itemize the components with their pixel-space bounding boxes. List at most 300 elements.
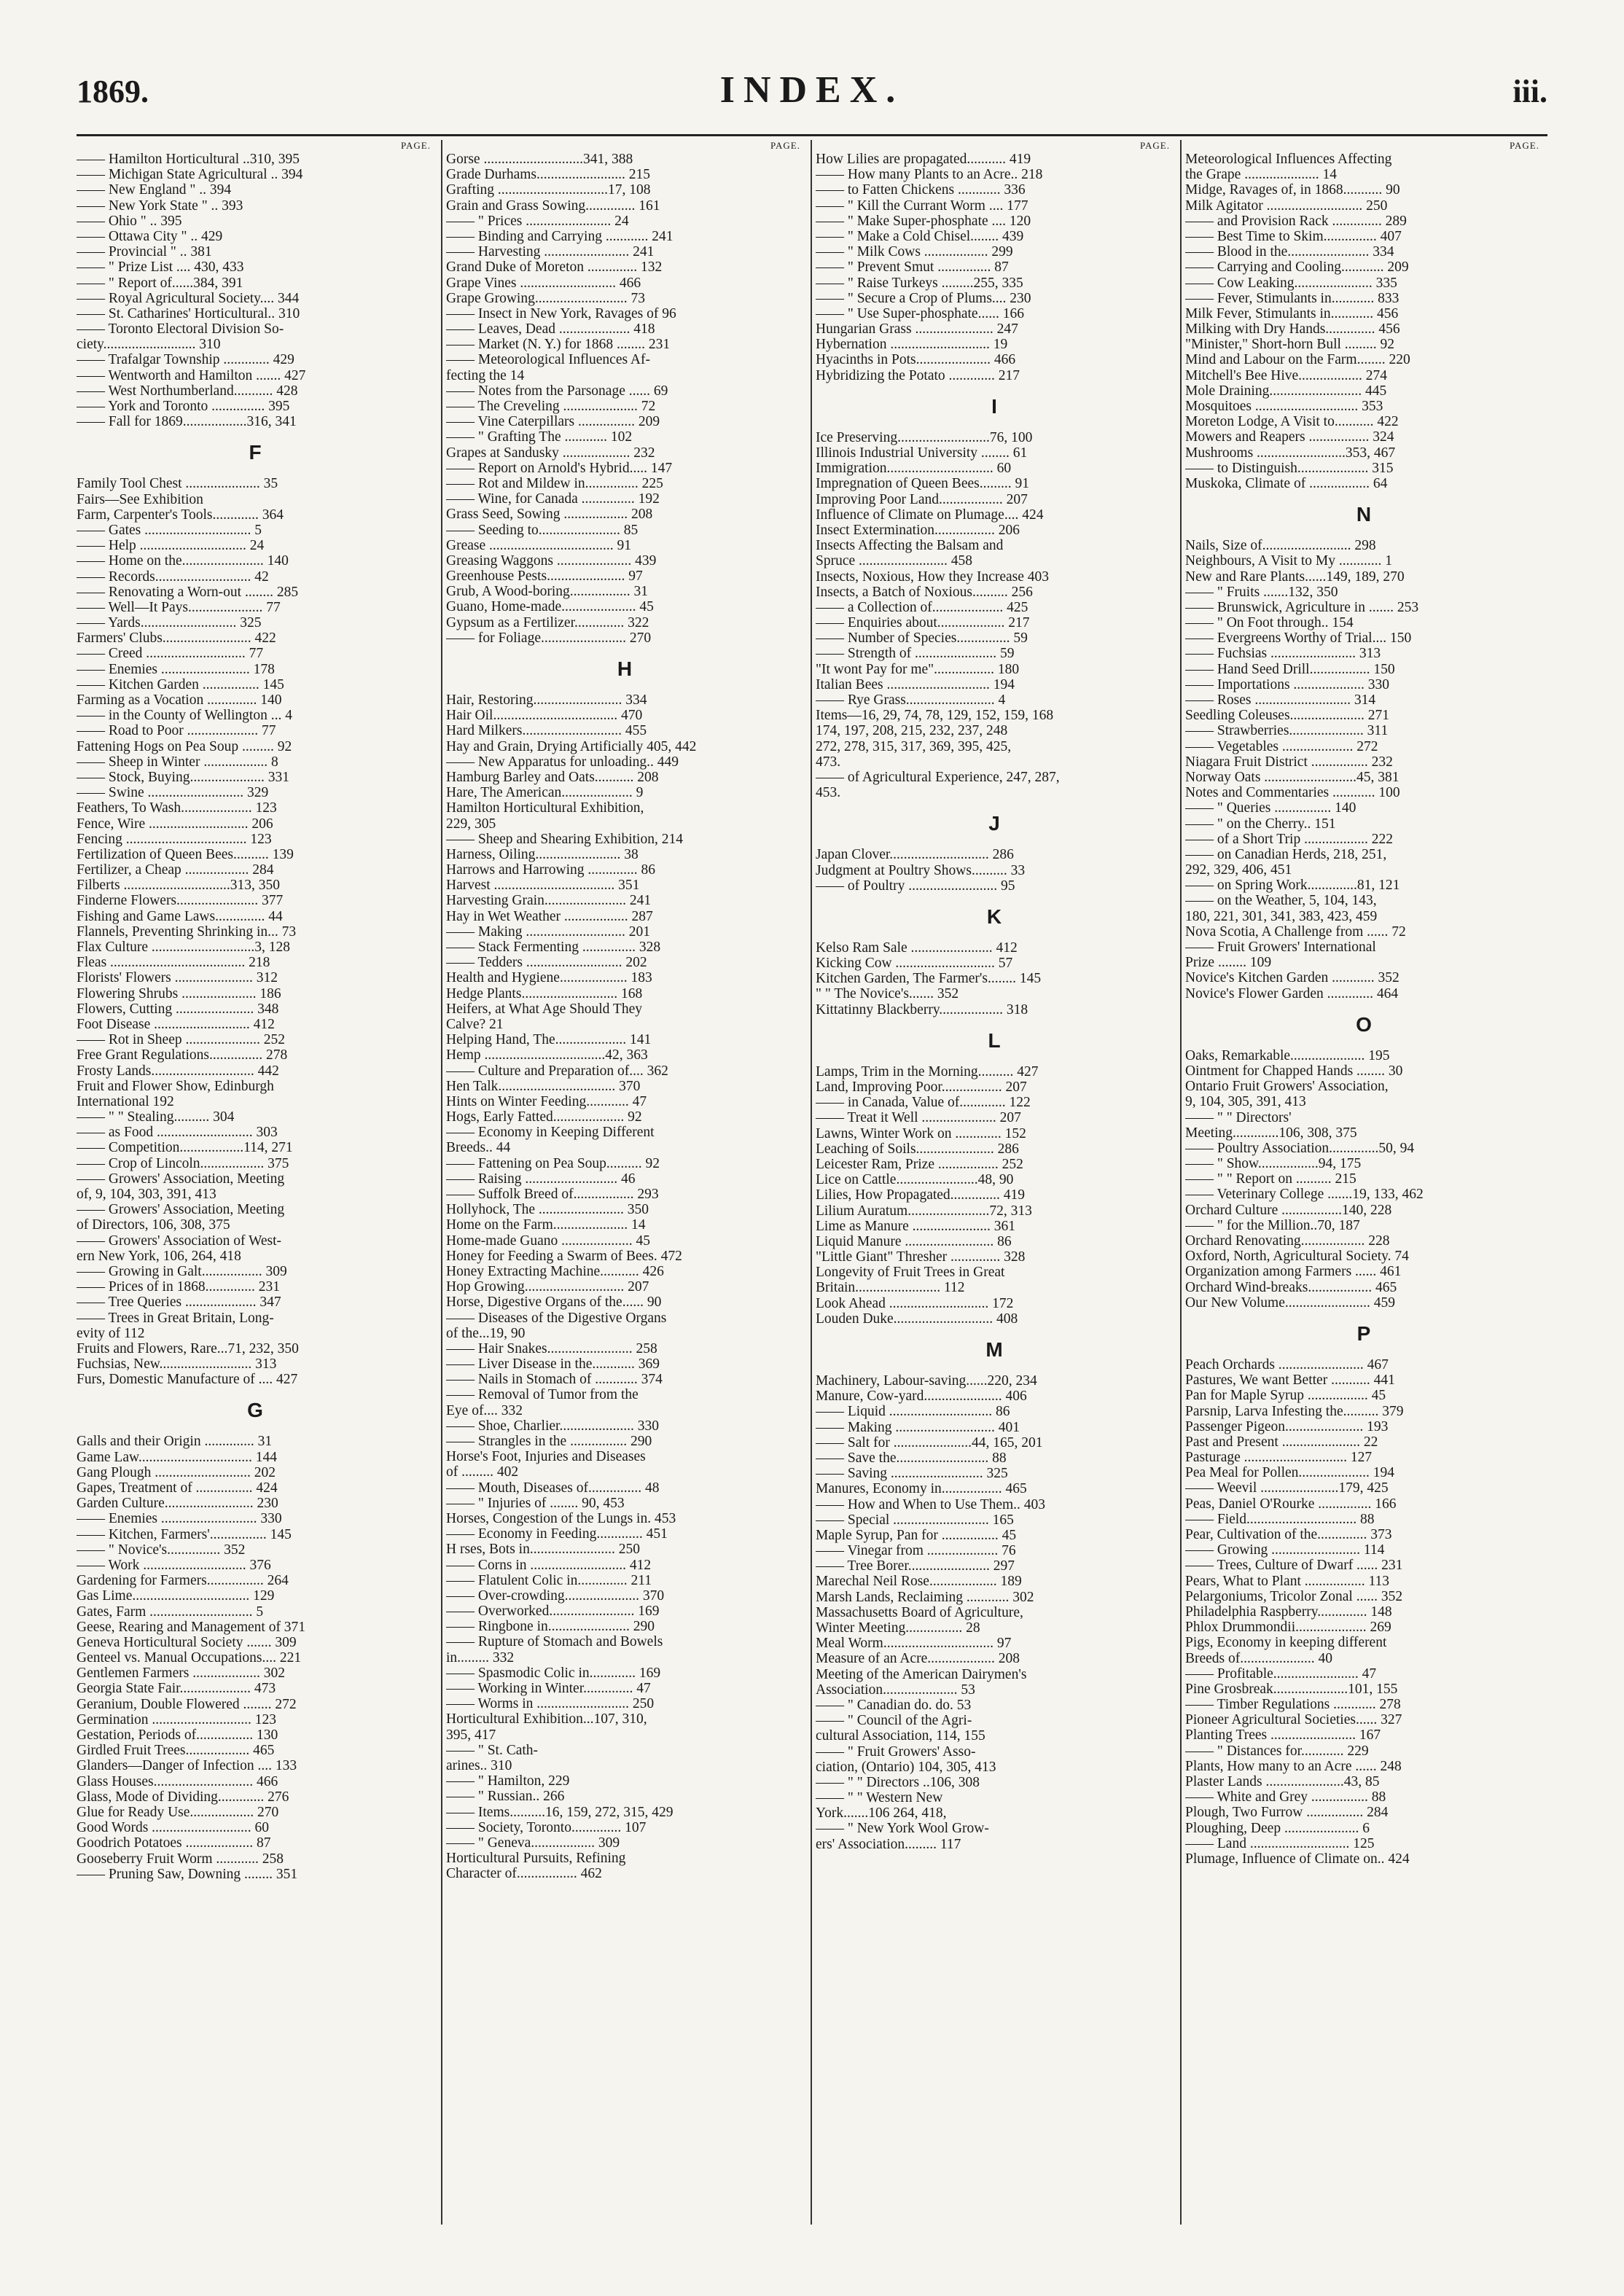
index-entry: Past and Present ...................... 22 [1185, 1434, 1378, 1450]
index-entry: Hamburg Barley and Oats........... 208 [446, 769, 659, 785]
index-entry: Calve? 21 [446, 1016, 504, 1032]
index-entry: —— " Prices ........................ 24 [446, 213, 629, 229]
index-entry: —— Economy in Keeping Different [446, 1125, 655, 1141]
index-entry: Harvesting Grain....................... 241 [446, 893, 652, 909]
index-entry: Kittatinny Blackberry.................. 318 [816, 1001, 1028, 1018]
index-entry: Mowers and Reapers ................. 324 [1185, 429, 1394, 445]
index-entry: —— Wine, for Canada ............... 192 [446, 491, 660, 507]
section-letter: I [991, 394, 997, 418]
index-entry: Greasing Waggons ..................... 439 [446, 552, 657, 569]
index-entry: Glass Houses............................ 466 [77, 1773, 278, 1789]
index-entry: —— " " Western New [816, 1790, 943, 1806]
index-entry: —— Special ........................... 165 [816, 1512, 1014, 1528]
index-entry: Lice on Cattle.......................48, 90 [816, 1172, 1014, 1188]
index-entry: —— Vinegar from .................... 76 [816, 1543, 1016, 1559]
index-entry: of Directors, 106, 308, 375 [77, 1217, 230, 1233]
index-entry: 174, 197, 208, 215, 232, 237, 248 [816, 723, 1008, 739]
index-entry: Filberts ..............................313, 350 [77, 878, 280, 894]
index-entry: Honey Extracting Machine........... 426 [446, 1263, 664, 1279]
index-entry: —— Kitchen, Farmers'................ 145 [77, 1526, 292, 1542]
index-entry: —— Strength of ....................... 59 [816, 646, 1015, 662]
index-entry: —— Rot and Mildew in............... 225 [446, 475, 663, 491]
index-entry: —— Hair Snakes........................ 258 [446, 1340, 657, 1356]
index-entry: —— " Make Super-phosphate .... 120 [816, 213, 1031, 229]
index-entry: Philadelphia Raspberry.............. 148 [1185, 1604, 1392, 1620]
index-entry: Association..................... 53 [816, 1682, 975, 1698]
index-entry: —— Sheep in Winter .................. 8 [77, 754, 278, 770]
index-entry: Fleas ...................................... 218 [77, 955, 270, 971]
index-entry: Flowering Shrubs ..................... 186 [77, 985, 281, 1001]
index-entry: —— Liver Disease in the............ 369 [446, 1356, 660, 1372]
index-entry: Liquid Manure ......................... 86 [816, 1233, 1012, 1249]
index-entry: —— Tree Borer....................... 297 [816, 1558, 1015, 1574]
index-entry: —— " Fruit Growers' Asso- [816, 1744, 976, 1760]
index-entry: —— Wentworth and Hamilton ....... 427 [77, 367, 306, 383]
index-entry: Honey for Feeding a Swarm of Bees. 472 [446, 1248, 682, 1264]
index-entry: —— Work ............................. 376 [77, 1557, 271, 1573]
index-entry: —— " Use Super-phosphate...... 166 [816, 305, 1024, 321]
index-entry: —— Home on the....................... 140 [77, 553, 289, 569]
index-entry: Lilies, How Propagated.............. 419 [816, 1187, 1026, 1203]
index-entry: ciety.......................... 310 [77, 337, 221, 353]
index-entry: —— Roses ........................... 314 [1185, 692, 1376, 708]
header-rule [77, 134, 1547, 136]
index-entry: Flowers, Cutting ...................... 348 [77, 1001, 279, 1017]
index-entry: ciation, (Ontario) 104, 305, 413 [816, 1759, 996, 1775]
index-entry: Impregnation of Queen Bees......... 91 [816, 476, 1029, 492]
index-entry: —— Trees, Culture of Dwarf ...... 231 [1185, 1558, 1403, 1574]
index-entry: Gypsum as a Fertilizer.............. 322 [446, 614, 649, 630]
index-entry: Pea Meal for Pollen.................... 194 [1185, 1465, 1395, 1481]
index-entry: —— as Food ........................... 303 [77, 1125, 278, 1141]
index-entry: Hay and Grain, Drying Artificially 405, 442 [446, 738, 697, 754]
index-entry: Lilium Auratum.......................72, 313 [816, 1203, 1032, 1219]
index-entry: Mind and Labour on the Farm........ 220 [1185, 352, 1410, 368]
section-letter: M [985, 1338, 1003, 1361]
index-entry: Our New Volume........................ 459 [1185, 1295, 1395, 1311]
index-entry: Moreton Lodge, A Visit to........... 422 [1185, 414, 1399, 430]
index-entry: Goodrich Potatoes ................... 87 [77, 1835, 271, 1851]
index-entry: Hungarian Grass ...................... 247 [816, 321, 1018, 337]
index-entry: —— Strawberries..................... 311 [1185, 723, 1389, 739]
index-entry: Plumage, Influence of Climate on.. 424 [1185, 1851, 1410, 1867]
index-entry: —— " Grafting The ............ 102 [446, 429, 633, 445]
index-entry: —— Raising .......................... 46 [446, 1171, 636, 1187]
index-entry: —— How many Plants to an Acre.. 218 [816, 167, 1043, 183]
index-entry: Kelso Ram Sale ....................... 412 [816, 940, 1018, 956]
index-entry: —— " Russian.. 266 [446, 1789, 565, 1805]
index-entry: —— Culture and Preparation of.... 362 [446, 1063, 668, 1079]
index-entry: —— in the County of Wellington ... 4 [77, 708, 292, 724]
index-entry: Grass Seed, Sowing .................. 208 [446, 507, 653, 523]
index-entry: Japan Clover............................ 286 [816, 847, 1014, 863]
index-entry: —— Brunswick, Agriculture in ....... 253 [1185, 599, 1419, 615]
index-entry: Geese, Rearing and Management of 371 [77, 1619, 306, 1635]
header-year: 1869. [77, 74, 149, 109]
index-entry: —— Tree Queries .................... 347 [77, 1295, 281, 1311]
index-entry: H rses, Bots in........................ 250 [446, 1542, 640, 1558]
index-entry: —— Rye Grass......................... 4 [816, 692, 1006, 708]
index-entry: Home on the Farm..................... 14 [446, 1217, 646, 1233]
index-entry: Marsh Lands, Reclaiming ............ 302 [816, 1589, 1034, 1605]
index-entry: Glass, Mode of Dividing............. 276 [77, 1789, 289, 1805]
index-entry: —— Best Time to Skim............... 407 [1185, 228, 1402, 244]
index-entry: —— Blood in the....................... 334 [1185, 244, 1394, 260]
index-entry: —— Growers' Association, Meeting [77, 1202, 285, 1218]
index-entry: Frosty Lands............................. 442 [77, 1063, 279, 1079]
index-entry: —— Stack Fermenting ............... 328 [446, 940, 661, 955]
index-entry: Milk Agitator ........................... 250 [1185, 198, 1388, 214]
index-entry: —— Timber Regulations ............ 278 [1185, 1697, 1401, 1713]
index-entry: Gentlemen Farmers ................... 302 [77, 1666, 285, 1682]
index-entry: Notes and Commentaries ............ 100 [1185, 785, 1400, 801]
index-entry: Furs, Domestic Manufacture of .... 427 [77, 1372, 298, 1388]
index-entry: —— " Geneva.................. 309 [446, 1835, 620, 1851]
index-entry: Lawns, Winter Work on ............. 152 [816, 1125, 1026, 1141]
index-entry: —— for Foliage........................ 270 [446, 630, 652, 646]
index-entry: Free Grant Regulations............... 278 [77, 1047, 288, 1063]
index-entry: Gates, Farm ............................. 5 [77, 1604, 264, 1620]
index-entry: Grapes at Sandusky ................... 232 [446, 445, 655, 461]
index-entry: 180, 221, 301, 341, 383, 423, 459 [1185, 908, 1378, 924]
index-entry: —— Shoe, Charlier..................... 330 [446, 1418, 659, 1434]
index-entry: —— " " Report on .......... 215 [1185, 1171, 1356, 1187]
index-entry: —— Growing in Galt................. 309 [77, 1263, 287, 1279]
index-entry: —— " Show.................94, 175 [1185, 1156, 1362, 1172]
index-entry: Fencing .................................. 123 [77, 831, 272, 847]
index-entry: Pasturage ............................. 127 [1185, 1450, 1373, 1466]
index-entry: Massachusetts Board of Agriculture, [816, 1604, 1023, 1620]
index-entry: —— " New York Wool Grow- [816, 1821, 989, 1837]
index-entry: Grain and Grass Sowing.............. 161 [446, 198, 660, 214]
index-entry: Fishing and Game Laws.............. 44 [77, 908, 283, 924]
index-entry: Meteorological Influences Affecting [1185, 152, 1392, 167]
index-entry: —— Making ............................ 401 [816, 1419, 1020, 1435]
index-entry: Foot Disease ........................... 412 [77, 1016, 275, 1032]
index-entry: —— Hand Seed Drill................. 150 [1185, 661, 1395, 677]
index-entry: Kitchen Garden, The Farmer's........ 145 [816, 971, 1042, 987]
index-entry: Insects, a Batch of Noxious.......... 256 [816, 584, 1033, 600]
index-entry: Game Law................................ 144 [77, 1449, 277, 1465]
index-entry: Breeds of..................... 40 [1185, 1650, 1333, 1666]
index-entry: Harrows and Harrowing .............. 86 [446, 862, 656, 878]
index-entry: —— Evergreens Worthy of Trial.... 150 [1185, 630, 1412, 647]
index-entry: —— Insect in New York, Ravages of 96 [446, 305, 676, 321]
page-header [77, 58, 1547, 138]
index-entry: —— Market (N. Y.) for 1868 ........ 231 [446, 337, 671, 353]
index-entry: Grand Duke of Moreton .............. 132 [446, 259, 663, 276]
index-entry: Fattening Hogs on Pea Soup ......... 92 [77, 738, 292, 754]
index-entry: —— " " Directors' [1185, 1109, 1292, 1125]
index-entry: Meeting.............106, 308, 375 [1185, 1125, 1357, 1141]
index-entry: Pan for Maple Syrup ................. 45 [1185, 1388, 1386, 1404]
index-entry: —— " Secure a Crop of Plums.... 230 [816, 290, 1031, 306]
index-entry: Gorse ............................341, 388 [446, 152, 633, 167]
index-entry: —— to Distinguish.................... 315 [1185, 460, 1394, 476]
index-entry: Niagara Fruit District ................ 232 [1185, 754, 1393, 770]
index-entry: Ointment for Chapped Hands ........ 30 [1185, 1063, 1403, 1079]
index-entry: Character of................. 462 [446, 1866, 602, 1882]
index-entry: ers' Association......... 117 [816, 1836, 961, 1852]
index-entry: Pioneer Agricultural Societies...... 327 [1185, 1712, 1402, 1728]
index-entry: Parsnip, Larva Infesting the.......... 379 [1185, 1403, 1404, 1419]
index-entry: —— Making ............................ 201 [446, 924, 651, 940]
index-entry: Ice Preserving..........................76, 100 [816, 429, 1033, 445]
index-entry: —— Hamilton Horticultural ..310, 395 [77, 152, 300, 167]
index-entry: Helping Hand, The.................... 141 [446, 1032, 652, 1048]
index-entry: Grade Durhams......................... 215 [446, 167, 650, 183]
index-entry: Grub, A Wood-boring................. 31 [446, 584, 649, 600]
index-entry: Guano, Home-made..................... 45 [446, 599, 654, 615]
index-entry: Horticultural Pursuits, Refining [446, 1851, 626, 1867]
index-entry: —— Worms in .......................... 250 [446, 1696, 655, 1712]
index-entry: Geneva Horticultural Society ....... 309 [77, 1634, 297, 1650]
index-entry: —— Flatulent Colic in.............. 211 [446, 1572, 652, 1588]
index-entry: —— Competition..................114, 271 [77, 1140, 293, 1156]
index-entry: Plants, How many to an Acre ...... 248 [1185, 1758, 1402, 1774]
index-entry: —— " Make a Cold Chisel........ 439 [816, 228, 1024, 244]
index-entry: —— " Council of the Agri- [816, 1713, 972, 1729]
index-entry: Pigs, Economy in keeping different [1185, 1635, 1387, 1651]
index-entry: Passenger Pigeon...................... 193 [1185, 1418, 1389, 1434]
index-entry: —— Rupture of Stomach and Bowels [446, 1634, 663, 1650]
index-entry: 395, 417 [446, 1727, 496, 1743]
index-entry: "It wont Pay for me"................. 180 [816, 661, 1020, 677]
index-entry: Leicester Ram, Prize ................. 252 [816, 1156, 1023, 1172]
section-letter: P [1356, 1321, 1371, 1345]
index-entry: Hay in Wet Weather .................. 287 [446, 908, 653, 924]
page-column-label: PAGE. [1509, 140, 1539, 151]
index-entry: Orchard Renovating.................. 228 [1185, 1233, 1390, 1249]
index-entry: Oaks, Remarkable..................... 195 [1185, 1047, 1390, 1063]
index-entry: —— How and When to Use Them.. 403 [816, 1496, 1046, 1512]
index-entry: —— West Northumberland........... 428 [77, 383, 298, 399]
index-entry: —— Economy in Feeding............. 451 [446, 1526, 668, 1542]
index-entry: —— Meteorological Influences Af- [446, 352, 650, 368]
index-entry: —— Over-crowding..................... 370 [446, 1588, 665, 1604]
index-entry: Farming as a Vocation .............. 140 [77, 692, 282, 708]
index-entry: Milk Fever, Stimulants in............ 456 [1185, 305, 1399, 321]
index-entry: —— Liquid ............................. 86 [816, 1404, 1010, 1420]
index-entry: —— Number of Species............... 59 [816, 630, 1028, 647]
index-entry: Hop Growing............................ 207 [446, 1279, 649, 1295]
index-entry: Hard Milkers............................ 455 [446, 723, 647, 739]
index-entry: Insects, Noxious, How they Increase 403 [816, 569, 1050, 585]
index-entry: Horticultural Exhibition...107, 310, [446, 1711, 647, 1727]
index-entry: —— Notes from the Parsonage ...... 69 [446, 383, 668, 399]
index-entry: Hedge Plants........................... 168 [446, 985, 643, 1001]
page-column-label: PAGE. [1139, 140, 1170, 151]
index-entry: Grease ................................... 91 [446, 537, 632, 553]
section-letter: O [1356, 1012, 1372, 1036]
index-entry: Pelargoniums, Tricolor Zonal ...... 352 [1185, 1588, 1403, 1604]
index-entry: Pine Grosbreak.....................101, 155 [1185, 1681, 1398, 1697]
index-entry: Fertilizer, a Cheap .................. 284 [77, 862, 274, 878]
index-entry: Grape Vines ........................... 466 [446, 275, 641, 291]
index-entry: —— Field............................... 88 [1185, 1511, 1375, 1527]
index-entry: —— Provincial " .. 381 [77, 244, 212, 260]
index-entry: Mushrooms .........................353, 467 [1185, 445, 1396, 461]
index-entry: —— " Kill the Currant Worm .... 177 [816, 198, 1028, 214]
index-entry: Fuchsias, New.......................... 313 [77, 1356, 277, 1372]
index-entry: Geranium, Double Flowered ........ 272 [77, 1696, 297, 1712]
header-page-number: iii. [1512, 74, 1547, 109]
index-entry: —— of Agricultural Experience, 247, 287, [816, 769, 1060, 785]
index-entry: —— " " Directors ..106, 308 [816, 1774, 980, 1790]
page-column-label: PAGE. [770, 140, 800, 151]
index-entry: Finderne Flowers....................... 377 [77, 893, 284, 909]
index-entry: —— Removal of Tumor from the [446, 1387, 639, 1403]
index-column-4 [1185, 140, 1542, 2239]
index-entry: Meeting of the American Dairymen's [816, 1666, 1027, 1682]
index-entry: 292, 329, 406, 451 [1185, 862, 1292, 878]
index-entry: Planting Trees ........................ 167 [1185, 1727, 1381, 1744]
index-entry: Horse's Foot, Injuries and Diseases [446, 1449, 646, 1465]
index-entry: Britain........................ 112 [816, 1280, 965, 1296]
index-entry: —— Cow Leaking...................... 335 [1185, 275, 1397, 291]
column-divider [441, 140, 442, 2225]
index-entry: —— " on the Cherry.. 151 [1185, 816, 1336, 832]
section-letter: F [249, 441, 262, 464]
index-entry: Eye of.... 332 [446, 1402, 523, 1418]
index-entry: Prize ........ 109 [1185, 955, 1272, 971]
index-entry: —— " for the Million..70, 187 [1185, 1217, 1360, 1233]
index-entry: Longevity of Fruit Trees in Great [816, 1265, 1005, 1281]
index-entry: —— Tedders ........................... 202 [446, 955, 647, 971]
index-entry: Nails, Size of......................... 298 [1185, 538, 1376, 554]
index-entry: Nova Scotia, A Challenge from ...... 72 [1185, 924, 1406, 940]
index-entry: —— Leaves, Dead .................... 418 [446, 321, 655, 337]
index-entry: Grafting ...............................17, 108 [446, 182, 651, 198]
index-entry: —— Rot in Sheep ..................... 252 [77, 1032, 285, 1048]
index-entry: —— " Hamilton, 229 [446, 1773, 570, 1789]
index-entry: Hair Oil................................... 470 [446, 708, 643, 724]
index-entry: Genteel vs. Manual Occupations.... 221 [77, 1650, 302, 1666]
index-entry: of ......... 402 [446, 1464, 519, 1480]
index-entry: —— Vegetables .................... 272 [1185, 738, 1378, 754]
index-entry: Glanders—Danger of Infection .... 133 [77, 1758, 297, 1774]
index-entry: Plaster Lands ......................43, 85 [1185, 1774, 1380, 1789]
index-entry: Home-made Guano .................... 45 [446, 1233, 650, 1249]
index-entry: —— Fruit Growers' International [1185, 940, 1376, 955]
index-entry: Hen Talk................................. 370 [446, 1078, 641, 1094]
entry-list [1185, 152, 1542, 1867]
index-entry: Plough, Two Furrow ................ 284 [1185, 1805, 1389, 1821]
index-entry: Fairs—See Exhibition [77, 491, 203, 507]
index-entry: Phlox Drummondii.................... 269 [1185, 1620, 1391, 1636]
index-entry: —— Profitable........................ 47 [1185, 1666, 1377, 1682]
index-entry: cultural Association, 114, 155 [816, 1728, 985, 1744]
entry-list [446, 152, 803, 1881]
index-entry: Neighbours, A Visit to My ............ 1 [1185, 553, 1392, 569]
index-entry: —— Gates .............................. 5 [77, 522, 262, 538]
index-entry: Maple Syrup, Pan for ................ 45 [816, 1527, 1017, 1543]
index-column-2 [446, 140, 803, 2239]
index-entry: ern New York, 106, 264, 418 [77, 1248, 241, 1264]
index-entry: 229, 305 [446, 816, 496, 832]
index-entry: Manure, Cow-yard...................... 406 [816, 1389, 1027, 1405]
index-entry: —— " Queries ................ 140 [1185, 800, 1356, 816]
index-entry: —— Importations .................... 330 [1185, 676, 1390, 692]
index-entry: Improving Poor Land.................. 207 [816, 491, 1028, 507]
index-entry: Family Tool Chest ..................... 35 [77, 476, 278, 492]
index-entry: Novice's Flower Garden ............. 464 [1185, 985, 1399, 1001]
index-entry: —— Salt for ......................44, 165, 201 [816, 1434, 1043, 1450]
index-entry: 473. [816, 754, 841, 770]
index-entry: Hair, Restoring......................... 334 [446, 692, 647, 708]
index-entry: —— Sheep and Shearing Exhibition, 214 [446, 831, 683, 847]
index-entry: —— and Provision Rack .............. 289 [1185, 213, 1407, 229]
column-divider [811, 140, 812, 2225]
index-entry: Florists' Flowers ...................... 312 [77, 970, 278, 986]
index-entry: Machinery, Labour-saving......220, 234 [816, 1373, 1037, 1389]
index-entry: —— Fuchsias ........................ 313 [1185, 646, 1381, 662]
index-entry: —— Stock, Buying..................... 331 [77, 769, 289, 785]
index-entry: —— Poultry Association..............50, 94 [1185, 1140, 1415, 1156]
section-letter: J [988, 812, 1000, 835]
index-entry: Marechal Neil Rose................... 189 [816, 1574, 1022, 1590]
index-entry: Lime as Manure ...................... 361 [816, 1218, 1016, 1234]
index-entry: Pastures, We want Better ........... 441 [1185, 1372, 1395, 1389]
index-entry: Midge, Ravages of, in 1868........... 90 [1185, 182, 1400, 198]
index-entry: Lamps, Trim in the Morning.......... 427 [816, 1063, 1039, 1079]
index-entry: —— New York State " .. 393 [77, 198, 243, 214]
index-entry: —— New Apparatus for unloading.. 449 [446, 754, 679, 770]
index-entry: Insects Affecting the Balsam and [816, 538, 1004, 554]
index-entry: International 192 [77, 1093, 174, 1109]
index-entry: Peach Orchards ........................ 467 [1185, 1356, 1389, 1372]
index-entry: Ontario Fruit Growers' Association, [1185, 1079, 1389, 1095]
index-entry: —— Land ............................ 125 [1185, 1835, 1375, 1851]
index-entry: —— Save the.......................... 88 [816, 1450, 1007, 1466]
index-entry: "Little Giant" Thresher .............. 328 [816, 1249, 1026, 1265]
index-entry: —— on the Weather, 5, 104, 143, [1185, 893, 1377, 909]
index-entry: Hamilton Horticultural Exhibition, [446, 800, 644, 816]
index-entry: York.......106 264, 418, [816, 1805, 947, 1821]
index-entry: Germination ............................ 123 [77, 1711, 277, 1727]
index-entry: —— Toronto Electoral Division So- [77, 321, 284, 337]
index-entry: Gas Lime................................. 129 [77, 1588, 275, 1604]
index-entry: Galls and their Origin .............. 31 [77, 1434, 273, 1450]
index-entry: 453. [816, 785, 841, 801]
index-entry: Health and Hygiene................... 183 [446, 970, 652, 986]
index-entry: —— Help .............................. 24 [77, 538, 265, 554]
index-entry: —— Veterinary College .......19, 133, 462 [1185, 1187, 1424, 1203]
index-entry: Hints on Winter Feeding............ 47 [446, 1093, 647, 1109]
index-entry: fecting the 14 [446, 367, 525, 383]
index-entry: —— Trees in Great Britain, Long- [77, 1310, 274, 1326]
index-entry: —— Growing ......................... 114 [1185, 1542, 1385, 1558]
index-entry: —— Society, Toronto.............. 107 [446, 1819, 647, 1835]
index-entry: Harness, Oiling........................ 38 [446, 846, 639, 862]
index-entry: —— Records........................... 42 [77, 569, 269, 585]
index-entry: Muskoka, Climate of ................. 64 [1185, 475, 1388, 491]
index-entry: Mitchell's Bee Hive.................. 274 [1185, 367, 1388, 383]
index-entry: —— Vine Caterpillars ................ 209 [446, 414, 660, 430]
index-entry: Judgment at Poultry Shows.......... 33 [816, 862, 1026, 878]
index-entry: Manures, Economy in................. 465 [816, 1481, 1027, 1497]
index-entry: Insect Extermination................. 206 [816, 522, 1020, 538]
index-entry: Illinois Industrial University ........ 61 [816, 445, 1028, 461]
index-entry: —— Crop of Lincoln.................. 375 [77, 1155, 289, 1171]
index-entry: —— " Prize List .... 430, 433 [77, 259, 244, 276]
index-entry: —— " Raise Turkeys .........255, 335 [816, 275, 1023, 291]
index-entry: —— " Prevent Smut ............... 87 [816, 259, 1009, 276]
index-entry: Organization among Farmers ...... 461 [1185, 1264, 1402, 1280]
index-entry: Spruce ......................... 458 [816, 553, 973, 569]
index-entry: Orchard Wind-breaks.................. 465 [1185, 1279, 1397, 1295]
index-entry: How Lilies are propagated........... 419 [816, 152, 1031, 167]
